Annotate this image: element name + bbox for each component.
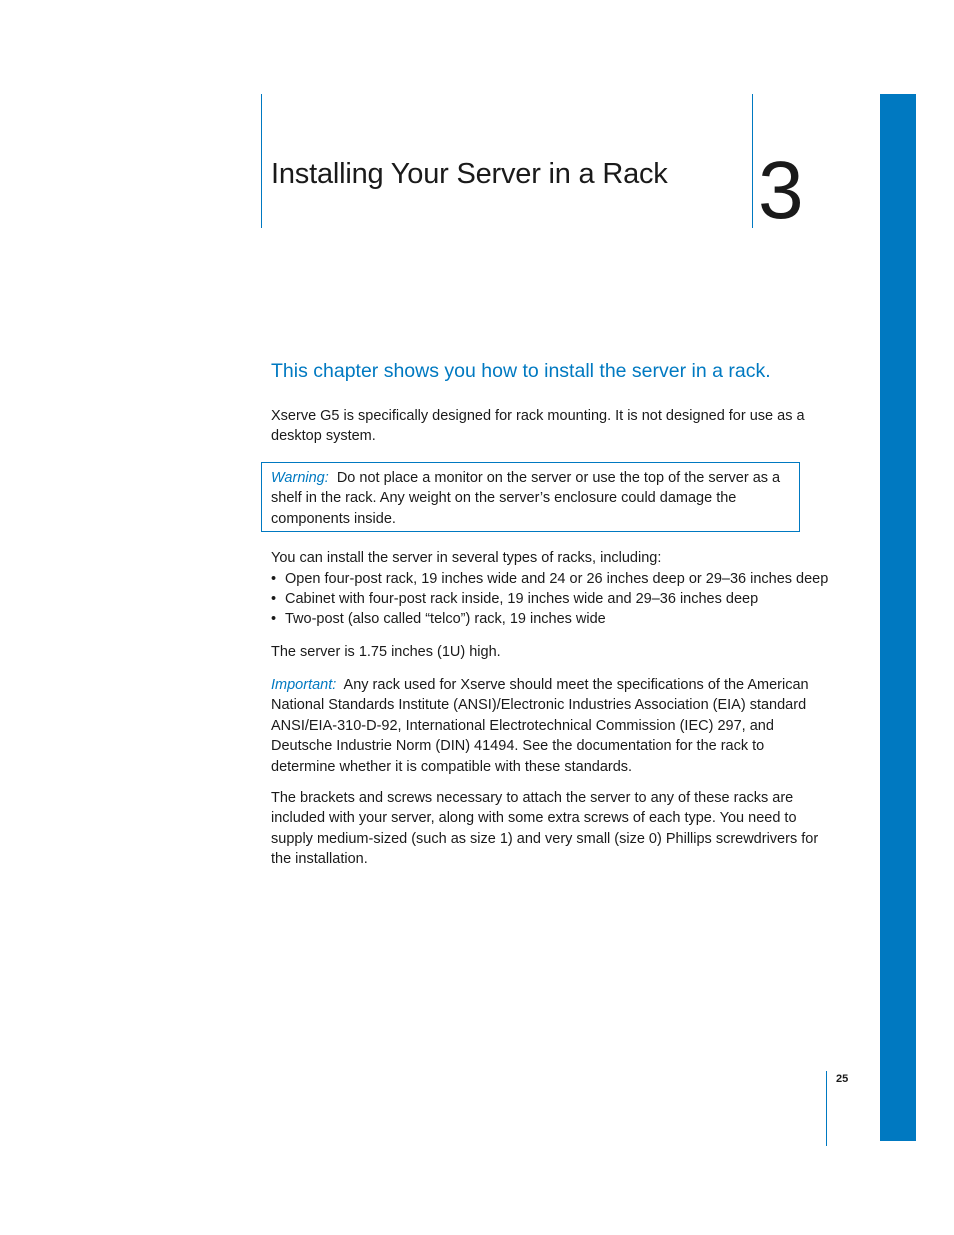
list-item	[271, 609, 851, 629]
important-note	[271, 675, 831, 777]
page-number: 25	[836, 1073, 849, 1085]
list-item	[271, 569, 851, 589]
warning-text: Do not place a monitor on the server or use the top of the server as a shelf in the rack. Any weight on the server’s enclosure could damage the components inside.	[271, 470, 781, 527]
chapter-number-rule	[752, 94, 753, 228]
rack-types-list	[271, 569, 851, 630]
list-item	[271, 589, 851, 609]
important-text: Any rack used for Xserve should meet the specifications of the American National Standards Institute (ANSI)/Electronic Industries Association (EIA) standard ANSI/EIA-310-D-92, International Electrotechnical Commission (IEC) 297, and Deutsche Industrie Norm (DIN) 41494. See the documentation for the rack to determine whether it is compatible with these standards.	[271, 677, 809, 775]
bullet: •	[271, 591, 277, 608]
warning-label: Warning:	[271, 470, 329, 486]
chapter-intro: This chapter shows you how to install the server in a rack.	[271, 360, 771, 382]
chapter-number: 3	[758, 145, 804, 236]
paragraph-rack-mounting: Xserve G5 is specifically designed for rack mounting. It is not designed for use as a desktop system.	[271, 408, 805, 445]
chapter-title: Installing Your Server in a Rack	[271, 158, 668, 190]
list-item-text: Cabinet with four-post rack inside, 19 inches wide and 29–36 inches deep	[285, 591, 759, 608]
bullet: •	[271, 611, 277, 628]
paragraph-brackets: The brackets and screws necessary to attach the server to any of these racks are included with your server, along with some extra screws of each type. You need to supply medium-sized (such as size 1) and very small (size 0) Phillips screwdrivers for the installation.	[271, 790, 819, 868]
list-item-text: Two-post (also called “telco”) rack, 19 inches wide	[285, 611, 606, 628]
page-number-rule	[826, 1071, 827, 1146]
paragraph-rack-types-intro: You can install the server in several types of racks, including:	[271, 550, 662, 566]
important-label: Important:	[271, 677, 337, 693]
list-item-text: Open four-post rack, 19 inches wide and 24 or 26 inches deep or 29–36 inches deep	[285, 571, 829, 587]
bullet: •	[271, 571, 277, 587]
paragraph-server-height: The server is 1.75 inches (1U) high.	[271, 644, 501, 660]
warning-box	[261, 462, 800, 532]
warning-text-block	[271, 468, 786, 529]
chapter-side-tab	[880, 94, 916, 1141]
title-left-rule	[261, 94, 262, 228]
